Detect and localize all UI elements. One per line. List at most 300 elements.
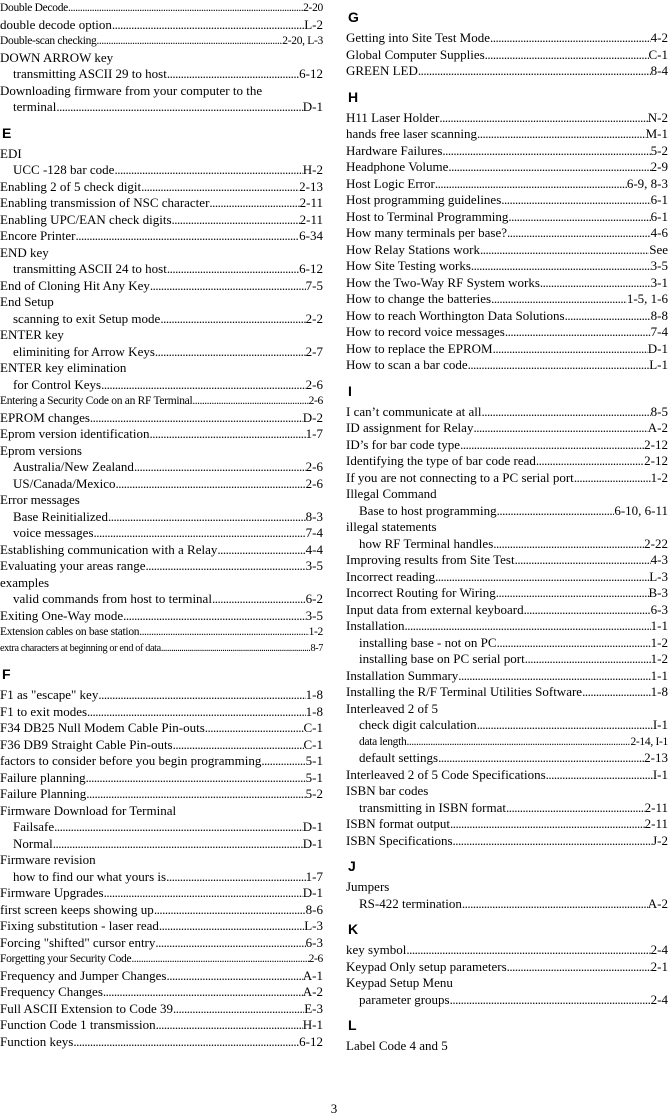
dot-leader [481,404,650,421]
entry-term: Headphone Volume [346,159,449,174]
entry-page-ref: D-2 [302,409,323,425]
entry-term: default settings [359,750,439,765]
entry-page-ref: 2-6 [305,459,323,474]
dot-leader [112,17,304,34]
entry-term: Function Code 1 transmission [0,1017,156,1032]
index-entry [346,192,668,209]
dot-leader [161,641,311,658]
entry-page-ref: 2-20 [303,2,323,14]
index-entry [346,404,668,421]
dot-leader [86,770,306,787]
dot-leader [212,591,306,608]
entry-term: Failure planning [0,769,86,785]
entry-page-ref: A-2 [647,895,668,911]
index-entry [0,902,323,919]
entry-page-ref: A-1 [302,967,323,983]
entry-term: Full ASCII Extension to Code 39 [0,1000,173,1016]
entry-term: Identifying the type of bar code read [346,453,536,468]
entry-page-ref: 2-6 [308,953,323,965]
entry-term: Global Computer Supplies [346,46,485,62]
index-subentry [346,800,668,817]
dot-leader [87,704,306,721]
entry-term: parameter groups [359,991,450,1007]
entry-page-ref: 6-1 [650,208,668,224]
entry-term: ID’s for bar code type [346,436,461,452]
index-topic: Label Code 4 and 5 [346,1038,448,1053]
dot-leader [156,1017,303,1034]
index-section-heading: I [348,382,352,399]
dot-leader [462,896,648,913]
entry-term: ISBN Specifications [346,832,453,848]
entry-page-ref: 8-6 [305,901,323,917]
entry-term: Enabling transmission of NSC character [0,195,210,210]
dot-leader [490,30,651,47]
entry-term: GREEN LED [346,63,418,78]
entry-term: Forgetting your Security Code [0,953,132,965]
entry-term: Function keys [0,1033,74,1049]
dot-leader [173,737,304,754]
entry-term: F36 DB9 Straight Cable Pin-outs [0,736,173,752]
entry-page-ref: 2-13 [644,750,668,765]
entry-page-ref: D-1 [302,99,323,114]
index-section-heading: L [348,1017,357,1033]
entry-term: End of Cloning Hit Any Key [0,277,150,293]
entry-term: RS-422 termination [359,895,462,911]
index-entry [0,179,323,196]
entry-page-ref: 1-2 [650,469,668,485]
dot-leader [506,800,645,817]
dot-leader [134,459,306,476]
entry-page-ref: L-1 [649,357,668,372]
index-subentry [0,459,323,476]
entry-page-ref: 8-5 [650,403,668,419]
entry-page-ref: 2-11 [644,816,668,831]
dot-leader [97,33,283,50]
entry-term: how to find our what yours is [13,868,167,884]
dot-leader [167,66,299,83]
index-entry [0,608,323,625]
dot-leader [68,0,303,17]
entry-term: How to scan a bar code [346,357,468,372]
entry-page-ref: 6-2 [305,591,323,606]
dot-leader [166,869,306,886]
dot-leader [167,261,299,278]
entry-term: key symbol [346,942,407,957]
entry-page-ref: 4-3 [650,552,668,567]
dot-leader [565,308,651,325]
entry-term: Firmware Upgrades [0,885,104,900]
entry-page-ref: 2-4 [650,942,668,957]
entry-term: voice messages [13,525,94,540]
entry-term: Double-scan checking [0,35,97,47]
index-subentry [0,476,323,493]
dot-leader [501,192,650,209]
index-entry [346,942,668,959]
dot-leader [515,552,651,569]
index-section-heading: J [348,858,356,874]
entry-page-ref: 2-11 [299,195,323,210]
entry-term: Improving results from Site Test [346,552,515,567]
page-number: 3 [330,1101,338,1116]
dot-leader [458,668,650,685]
index-entry [346,684,668,701]
index-subentry [0,591,323,608]
index-entry [0,935,323,952]
entry-term: If you are not connecting to a PC serial port [346,469,574,485]
entry-page-ref: 2-12 [644,453,668,468]
dot-leader [438,750,644,767]
entry-term: Normal [13,835,53,851]
entry-page-ref: See [649,241,668,257]
entry-term: How to record voice messages [346,324,505,339]
dot-leader [209,195,299,212]
index-entry [0,410,323,427]
index-entry [0,984,323,1001]
dot-leader [155,935,305,952]
entry-page-ref: 1-8 [305,703,323,719]
dot-leader [524,602,651,619]
dot-leader [261,753,305,770]
entry-term: How Site Testing works [346,258,471,273]
dot-leader [192,393,308,410]
entry-page-ref: 2-9 [650,159,668,174]
index-topic: Jumpers [346,879,390,894]
entry-term: Interleaved 2 of 5 Code Specifications [346,766,546,782]
index-section-heading: F [2,666,11,682]
index-topic: Keypad Setup Menu [346,975,453,990]
entry-term: installing base - not on PC [359,634,497,650]
entry-term: Host to Terminal Programming [346,208,509,224]
entry-term: double decode option [0,16,112,32]
index-subentry [346,717,668,734]
dot-leader [86,786,305,803]
index-entry [346,126,668,143]
index-entry [0,33,323,50]
index-topic: illegal statements [346,519,437,534]
entry-page-ref: E-3 [304,1000,323,1016]
dot-leader [406,942,650,959]
entry-term: for Control Keys [13,376,102,392]
entry-term: transmitting in ISBN format [359,799,506,815]
entry-page-ref: 3-5 [305,558,323,573]
entry-page-ref: 8-3 [305,508,323,524]
index-subentry [346,635,668,652]
entry-page-ref: 5-1 [305,753,323,768]
index-entry [346,291,668,308]
index-entry [0,624,323,641]
dot-leader [507,959,651,976]
entry-page-ref: 1-2 [650,634,668,650]
entry-page-ref: 2-14, I-1 [630,735,668,748]
index-column-left [0,0,323,1050]
entry-term: transmitting ASCII 24 to host [13,261,167,276]
dot-leader [94,525,306,542]
index-subentry [0,261,323,278]
entry-term: Eprom version identification [0,426,150,441]
index-topic: examples [0,574,50,590]
entry-term: Frequency Changes [0,984,103,999]
dot-leader [159,918,304,935]
entry-page-ref: 5-2 [650,142,668,158]
entry-term: Exiting One-Way mode [0,607,124,623]
entry-page-ref: H-1 [302,1017,323,1032]
index-subentry [0,66,323,83]
dot-leader [217,542,305,559]
index-entry [346,225,668,242]
entry-page-ref: 8-7 [310,642,323,654]
dot-leader [54,819,303,836]
entry-page-ref: D-1 [302,835,323,851]
dot-leader [540,275,651,292]
index-subentry [346,750,668,767]
dot-leader [405,618,651,635]
entry-term: Base Reinitialized [13,508,108,524]
entry-page-ref: 2-4 [650,991,668,1007]
dot-leader [460,437,644,454]
index-topic: End Setup [0,294,54,309]
index-entry [346,30,668,47]
index-entry [346,63,668,80]
entry-term: check digit calculation [359,717,477,732]
entry-term: extra characters at beginning or end of data [0,642,161,654]
entry-page-ref: 6-12 [299,261,323,276]
dot-leader [471,258,651,275]
dot-leader [525,651,651,668]
entry-term: Failsafe [13,819,55,834]
dot-leader [507,225,651,242]
entry-page-ref: 1-7 [305,426,323,441]
entry-term: ISBN format output [346,816,450,831]
index-entry [346,176,668,193]
entry-page-ref: 3-5 [305,607,323,623]
index-entry [0,1001,323,1018]
index-section-heading: H [348,88,359,105]
entry-term: Installation Summary [346,667,459,683]
entry-page-ref: 3-5 [650,258,668,273]
index-subentry [0,869,323,886]
entry-page-ref: 1-7 [305,868,323,884]
entry-term: Failure Planning [0,786,87,801]
dot-leader [108,509,306,526]
dot-leader [453,833,653,850]
index-entry [0,704,323,721]
entry-page-ref: 6-1 [650,192,668,207]
entry-term: EPROM changes [0,409,90,425]
dot-leader [90,410,303,427]
entry-term: How Relay Stations work [346,241,480,257]
entry-page-ref: 2-6 [308,395,323,407]
entry-term: How to change the batteries [346,291,492,306]
dot-leader [450,992,651,1009]
index-entry [346,470,668,487]
dot-leader [154,902,306,919]
entry-page-ref: 2-2 [305,310,323,326]
dot-leader [141,179,299,196]
index-subentry [346,896,668,913]
entry-page-ref: A-2 [647,420,668,435]
index-topic: EDI [0,145,22,161]
entry-page-ref: 6-3 [305,934,323,950]
index-topic: ISBN bar codes [346,783,429,798]
index-entry [346,324,668,341]
entry-page-ref: J-2 [652,832,668,848]
entry-page-ref: I-1 [652,717,668,732]
dot-leader [442,143,650,160]
entry-page-ref: M-1 [645,126,668,141]
index-entry [0,228,323,245]
dot-leader [149,426,305,443]
entry-page-ref: 1-8 [650,684,668,699]
entry-term: Installing the R/F Terminal Utilities Software [346,684,583,699]
entry-term: Australia/New Zealand [13,459,134,474]
dot-leader [493,341,648,358]
entry-term: Incorrect reading [346,568,436,584]
entry-page-ref: C-1 [303,720,323,735]
dot-leader [473,420,647,437]
index-topic: END key [0,244,49,260]
entry-page-ref: L-2 [304,16,323,32]
index-entry [346,585,668,602]
index-subentry [346,503,668,520]
index-topic: Interleaved 2 of 5 [346,700,439,716]
entry-page-ref: C-1 [648,46,668,62]
dot-leader [450,816,645,833]
entry-term: scanning to exit Setup mode [13,310,161,326]
dot-leader [205,720,304,737]
dot-leader [574,470,651,487]
entry-term: F1 as "escape" key [0,687,99,702]
entry-page-ref: 1-8 [305,687,323,702]
dot-leader [131,951,308,968]
entry-page-ref: 2-12 [644,436,668,452]
dot-leader [546,767,653,784]
entry-term: Hardware Failures [346,142,443,158]
index-topic: Eprom versions [0,442,82,458]
entry-page-ref: 3-1 [650,274,668,290]
dot-leader [173,1001,304,1018]
entry-page-ref: 7-4 [305,525,323,540]
index-entry [346,959,668,976]
entry-page-ref: H-2 [302,162,323,177]
dot-leader [114,162,302,179]
entry-term: Forcing "shifted" cursor entry [0,934,156,950]
index-column-right [346,0,668,1055]
entry-term: Evaluating your areas range [0,558,146,573]
index-entry [0,687,323,704]
dot-leader [497,503,615,520]
entry-term: Host Logic Error [346,175,435,191]
dot-leader [406,734,630,751]
index-topic: Illegal Command [346,486,437,501]
entry-term: Installation [346,618,405,633]
index-entry [0,918,323,935]
index-entry [0,558,323,575]
index-entry [346,275,668,292]
index-entry [346,209,668,226]
dot-leader [505,324,651,341]
entry-term: valid commands from host to terminal [13,591,212,606]
entry-page-ref: 2-11 [644,799,668,815]
entry-term: F1 to exit modes [0,703,88,719]
index-entry [346,159,668,176]
index-entry [346,833,668,850]
entry-page-ref: 6-9, 8-3 [626,175,668,191]
index-entry [0,1034,323,1051]
dot-leader [75,228,299,245]
dot-leader [101,377,306,394]
index-topic: ENTER key [0,327,64,342]
index-subentry [0,377,323,394]
index-entry [0,212,323,229]
index-entry [0,195,323,212]
index-topic: DOWN ARROW key [0,49,114,65]
entry-page-ref: I-1 [652,766,668,782]
entry-page-ref: N-2 [647,109,668,125]
index-entry [346,420,668,437]
dot-leader [477,126,646,143]
entry-page-ref: 4-6 [650,225,668,240]
entry-term: Frequency and Jumper Changes [0,967,167,983]
index-subentry [0,509,323,526]
index-topic: Firmware revision [0,852,96,867]
index-entry [346,767,668,784]
dot-leader [582,684,651,701]
index-entry [0,0,323,17]
entry-page-ref: 4-2 [650,30,668,45]
index-entry [346,668,668,685]
dot-leader [53,836,303,853]
entry-term: first screen keeps showing up [0,901,154,917]
entry-page-ref: 2-11 [299,211,323,227]
index-entry [346,453,668,470]
entry-page-ref: 7-4 [650,324,668,339]
entry-term: Enabling UPC/EAN check digits [0,211,172,227]
entry-term: terminal [13,99,57,114]
index-entry [0,393,323,410]
entry-term: US/Canada/Mexico [13,475,116,491]
dot-leader [98,687,305,704]
entry-page-ref: 2-13 [299,178,323,194]
index-subentry [0,162,323,179]
entry-page-ref: 5-1 [305,769,323,785]
index-subentry [346,536,668,553]
entry-page-ref: 1-2 [650,651,668,666]
index-entry [346,569,668,586]
index-entry [346,143,668,160]
index-entry [0,951,323,968]
entry-term: Keypad Only setup parameters [346,958,507,974]
index-entry [0,968,323,985]
entry-term: Input data from external keyboard [346,601,524,617]
entry-term: Getting into Site Test Mode [346,30,491,45]
index-topic: ENTER key elimination [0,360,127,375]
entry-page-ref: 1-2 [308,626,323,638]
dot-leader [145,558,305,575]
dot-leader [104,885,303,902]
dot-leader [468,357,650,374]
entry-page-ref: L-3 [304,918,323,933]
dot-leader [160,311,305,328]
entry-page-ref: 6-12 [299,66,323,81]
index-subentry [0,344,323,361]
index-subentry [0,836,323,853]
dot-leader [418,63,651,80]
entry-page-ref: 6-3 [650,601,668,617]
entry-term: F34 DB25 Null Modem Cable Pin-outs [0,720,205,735]
entry-page-ref: 5-2 [305,786,323,801]
entry-term: Establishing communication with a Relay [0,541,218,557]
index-entry [0,737,323,754]
